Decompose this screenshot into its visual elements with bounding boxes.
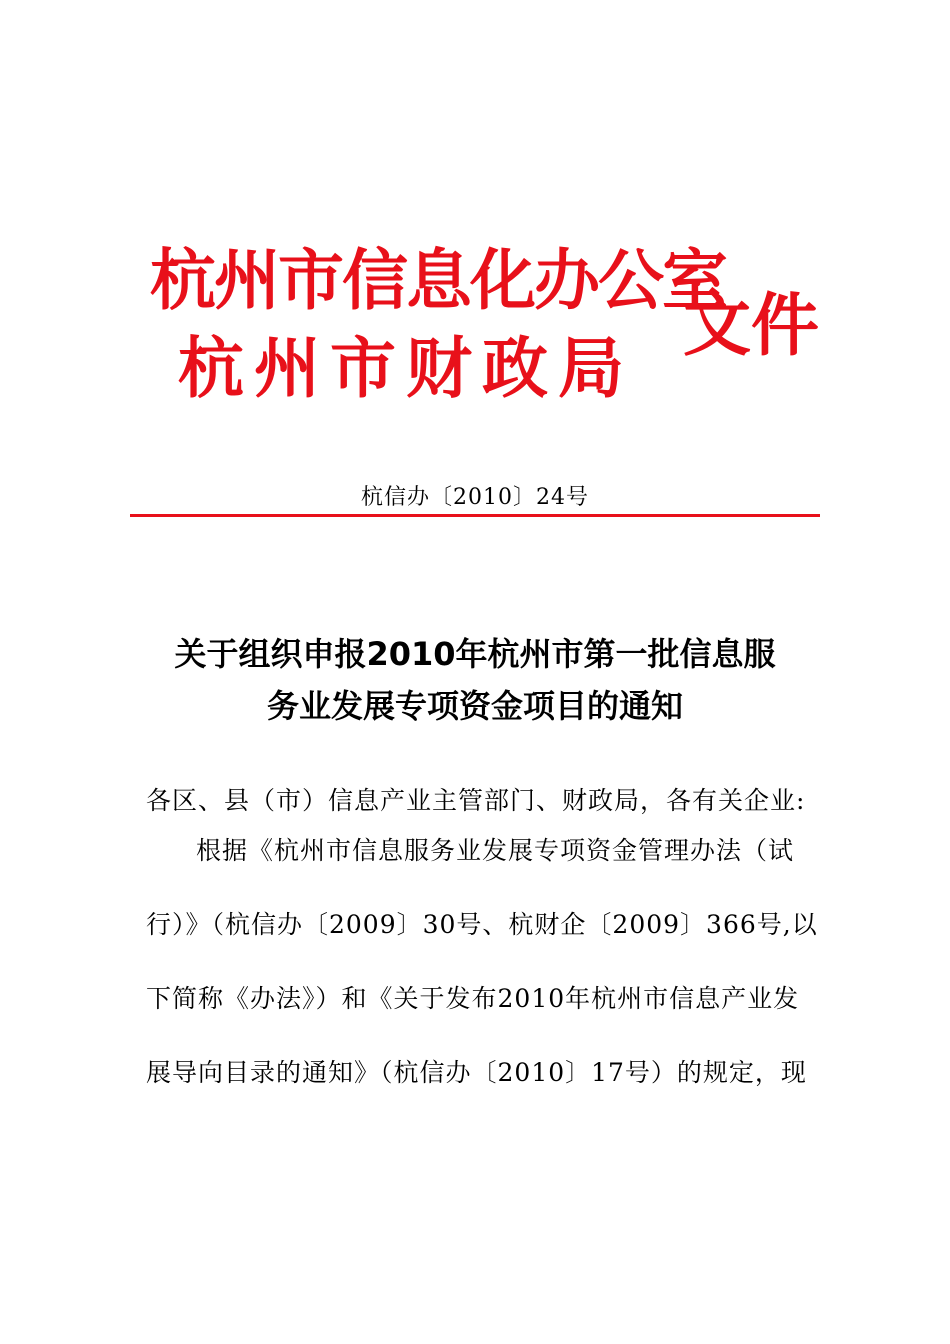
document-number: 杭信办〔2010〕24号 <box>361 485 589 510</box>
document-label: 文件 <box>683 286 820 366</box>
notice-title-line-1: 关于组织申报2010年杭州市第一批信息服 <box>174 635 776 673</box>
salutation: 各区、县（市）信息产业主管部门、财政局，各有关企业: <box>146 786 806 815</box>
body-line-4: 展导向目录的通知》（杭信办〔2010〕17号）的规定，现 <box>146 1058 807 1087</box>
notice-title-line-2: 务业发展专项资金项目的通知 <box>266 687 683 725</box>
body-line-2: 行）》（杭信办〔2009〕30号、杭财企〔2009〕366号,以 <box>146 910 818 939</box>
body-line-1: 根据《杭州市信息服务业发展专项资金管理办法（试 <box>196 836 795 865</box>
body-line-3: 下简称《办法》）和《关于发布2010年杭州市信息产业发 <box>146 984 800 1013</box>
notice-title <box>100 628 850 732</box>
issuer-name-finance-bureau: 杭州市财政局 <box>178 329 634 407</box>
issuer-block <box>150 240 726 408</box>
issuer-name-info-office: 杭州市信息化办公室 <box>150 241 726 319</box>
red-divider <box>130 514 820 517</box>
